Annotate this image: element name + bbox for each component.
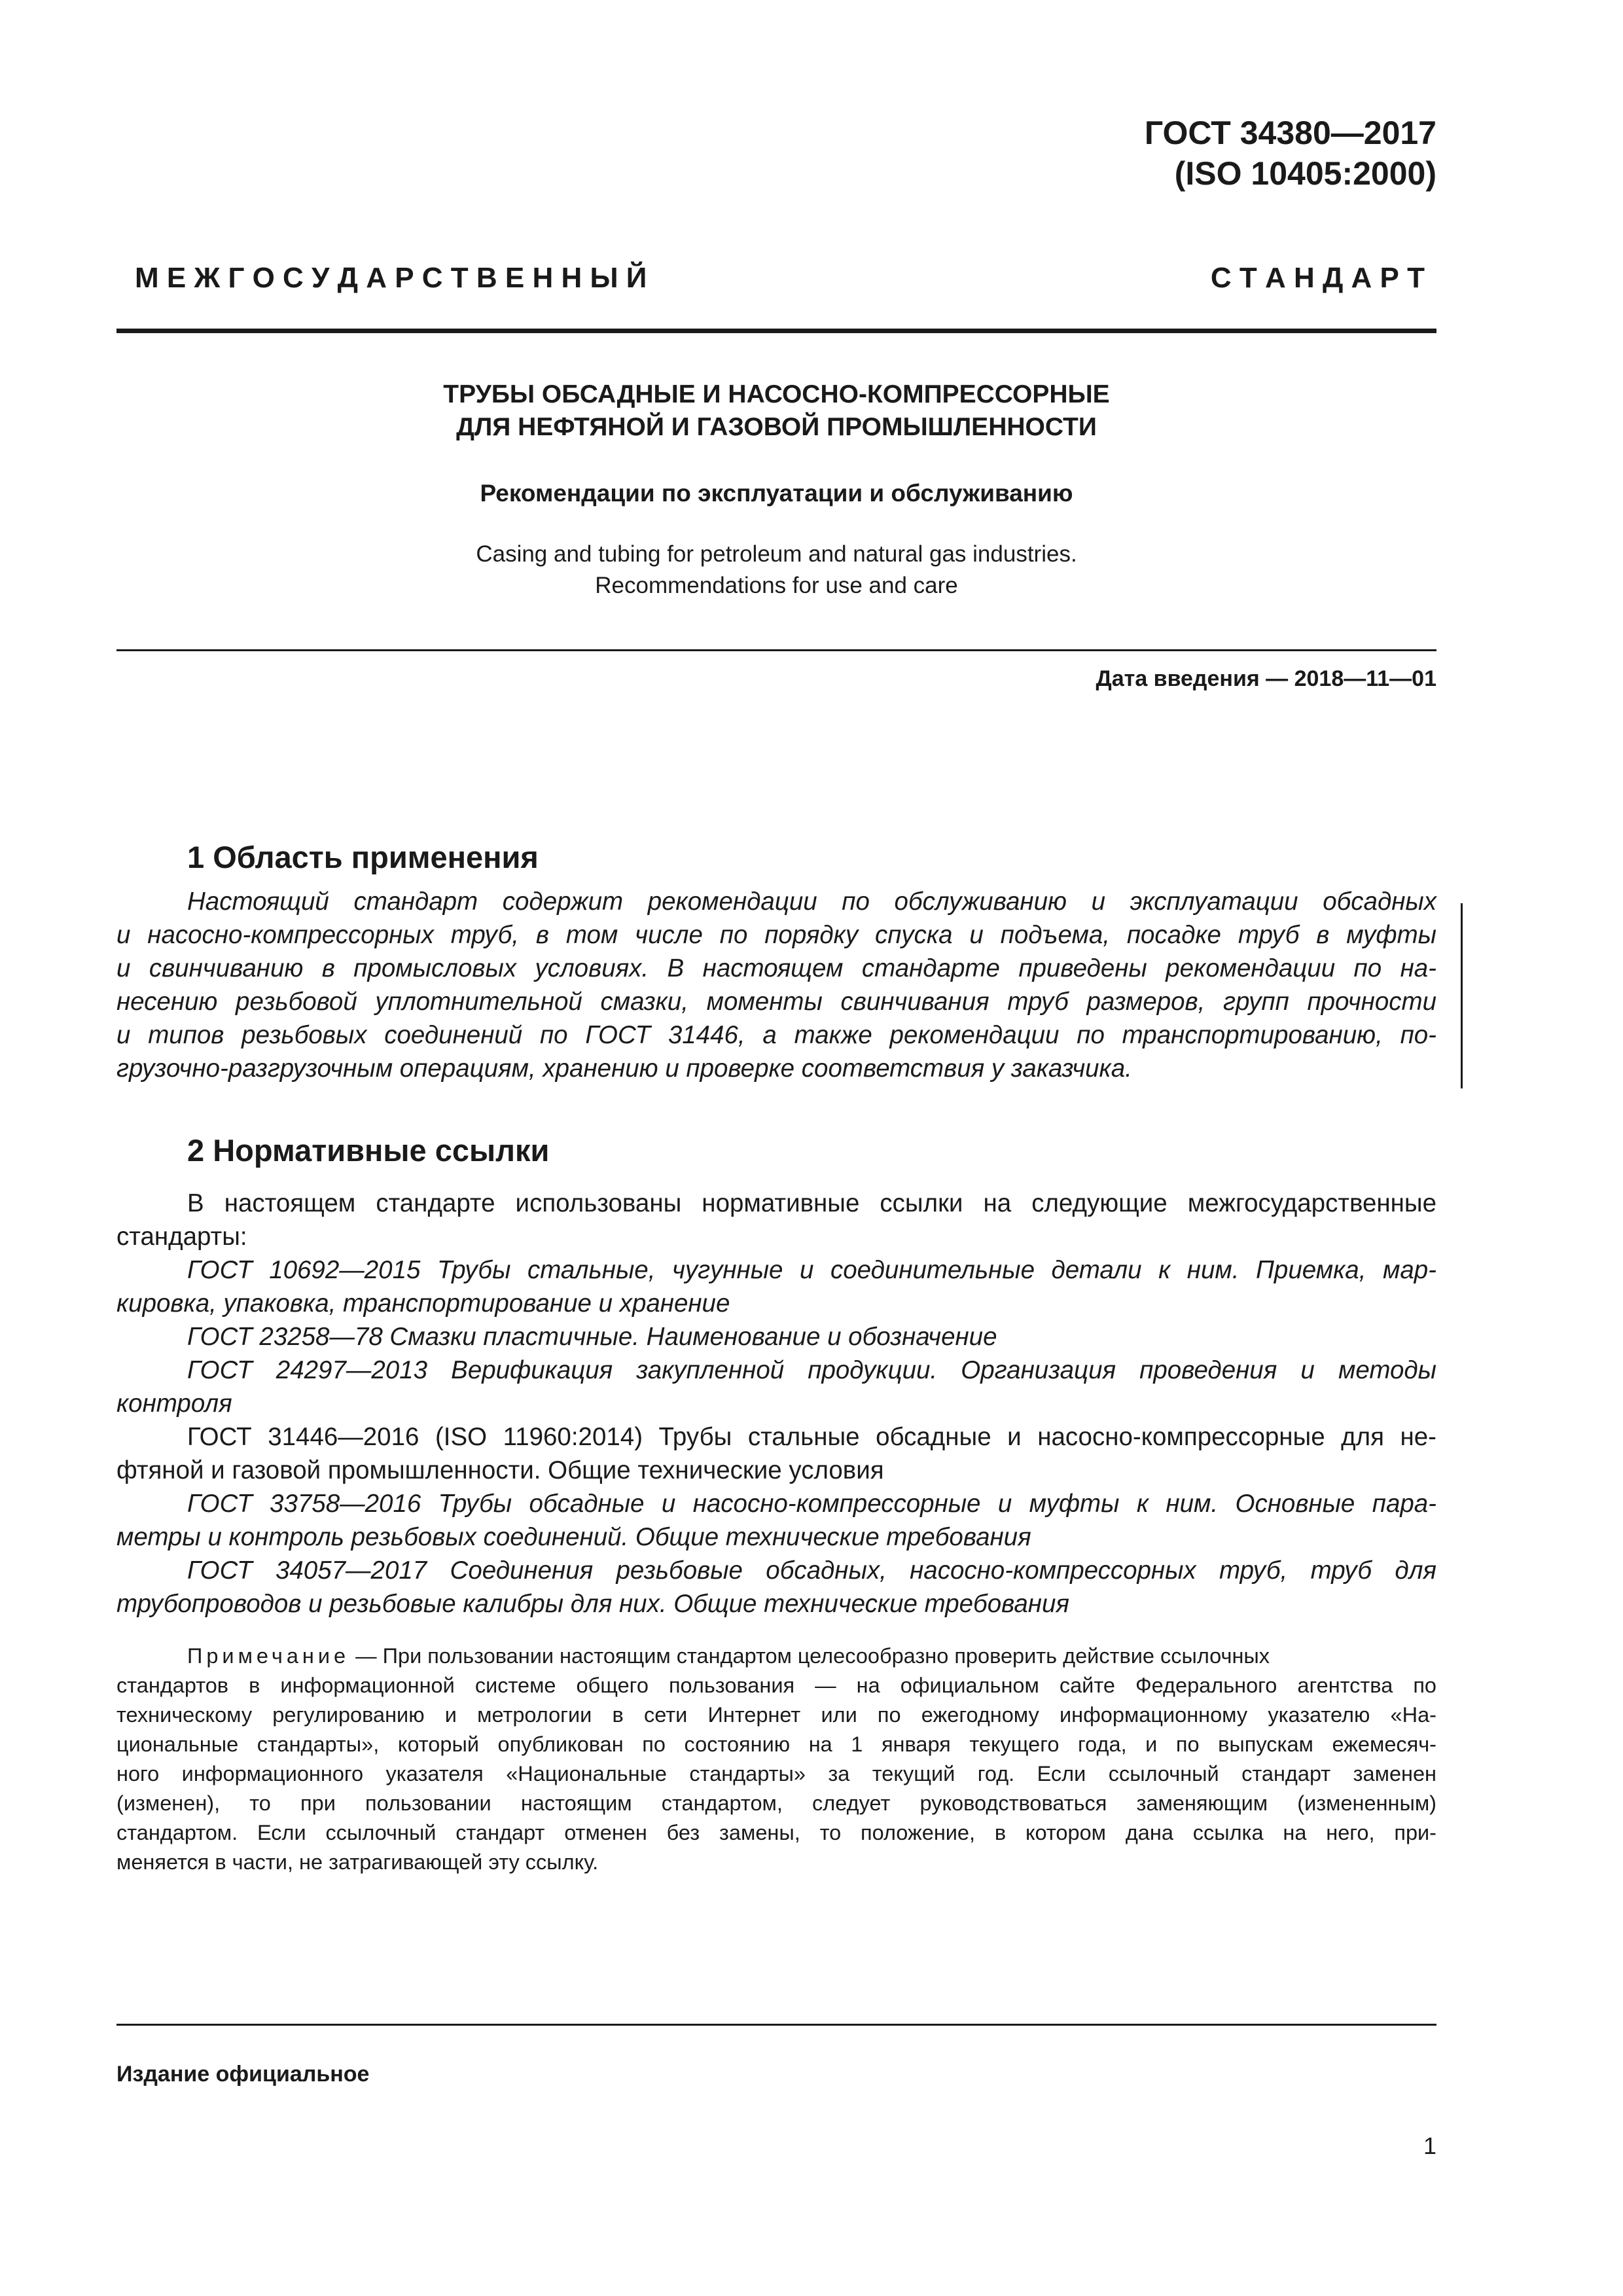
english-title-line-1: Casing and tubing for petroleum and natural gas industries. bbox=[476, 541, 1077, 567]
note-line: (изменен), то при пользовании настоящим стандартом, следует руководствоваться заменяющим (измененным) bbox=[116, 1791, 1436, 1815]
note-line: ного информационного указателя «Национальные стандарты» за текущий год. Если ссылочный стандарт заменен bbox=[116, 1762, 1436, 1785]
doc-number-gost: ГОСТ 34380—2017 bbox=[1144, 115, 1436, 151]
footer-rule bbox=[116, 2024, 1436, 2026]
document-subtitle: Рекомендации по эксплуатации и обслуживанию bbox=[480, 480, 1073, 507]
title-line-1: ТРУБЫ ОБСАДНЫЕ И НАСОСНО-КОМПРЕССОРНЫЕ bbox=[443, 380, 1110, 408]
note-first-line bbox=[116, 1641, 1436, 1671]
note-line: циональные стандарты», который опубликован по состоянию на 1 января текущего года, и по выпускам ежемесяч- bbox=[116, 1732, 1436, 1756]
doc-number-iso: (ISO 10405:2000) bbox=[1174, 155, 1436, 192]
reference-gost-34057: ГОСТ 34057—2017 Соединения резьбовые обсадных, насосно-компрессорных труб, труб для bbox=[187, 1556, 1436, 1585]
body-line: и типов резьбовых соединений по ГОСТ 31446, а также рекомендации по транспортированию, по- bbox=[116, 1021, 1436, 1049]
reference-gost-24297-cont: контроля bbox=[116, 1390, 232, 1418]
standard-type-right: С Т А Н Д А Р Т bbox=[1210, 262, 1425, 294]
reference-gost-24297: ГОСТ 24297—2013 Верификация закупленной продукции. Организация проведения и методы bbox=[187, 1356, 1436, 1384]
reference-gost-31446-cont: фтяной и газовой промышленности. Общие технические условия bbox=[116, 1456, 884, 1484]
title-rule bbox=[116, 649, 1436, 651]
english-title bbox=[116, 539, 1436, 601]
section-2-heading: 2 Нормативные ссылки bbox=[187, 1133, 550, 1168]
reference-gost-34057-cont: трубопроводов и резьбовые калибры для них. Общие технические требования bbox=[116, 1590, 1069, 1618]
body-line: и свинчиванию в промысловых условиях. В настоящем стандарте приведены рекомендации по на- bbox=[116, 954, 1436, 982]
reference-gost-33758-cont: метры и контроль резьбовых соединений. Общие технические требования bbox=[116, 1523, 1031, 1551]
introduction-date: Дата введения — 2018—11—01 bbox=[1096, 666, 1436, 691]
section-1-heading: 1 Область применения bbox=[187, 840, 539, 874]
reference-gost-31446: ГОСТ 31446—2016 (ISO 11960:2014) Трубы стальные обсадные и насосно-компрессорные для не- bbox=[187, 1423, 1436, 1451]
reference-gost-33758: ГОСТ 33758—2016 Трубы обсадные и насосно-компрессорные и муфты к ним. Основные пара- bbox=[187, 1490, 1436, 1518]
intro-line: стандарты: bbox=[116, 1223, 247, 1251]
reference-gost-23258: ГОСТ 23258—78 Смазки пластичные. Наименование и обозначение bbox=[187, 1323, 997, 1351]
reference-gost-10692: ГОСТ 10692—2015 Трубы стальные, чугунные и соединительные детали к ним. Приемка, мар- bbox=[187, 1256, 1436, 1284]
body-line: Настоящий стандарт содержит рекомендации по обслуживанию и эксплуатации обсадных bbox=[187, 888, 1436, 916]
body-line: и насосно-компрессорных труб, в том числе по порядку спуска и подъема, посадке труб в муфты bbox=[116, 921, 1436, 949]
note-block bbox=[116, 1641, 1436, 1877]
document-title bbox=[116, 378, 1436, 444]
change-bar bbox=[1461, 903, 1463, 1088]
english-title-line-2: Recommendations for use and care bbox=[595, 573, 958, 598]
body-line: несению резьбовой уплотнительной смазки, моменты свинчивания труб размеров, групп прочности bbox=[116, 988, 1436, 1016]
reference-gost-10692-cont: кировка, упаковка, транспортирование и хранение bbox=[116, 1289, 730, 1318]
section-2-body bbox=[116, 1187, 1436, 1621]
standard-type-left: М Е Ж Г О С У Д А Р С Т В Е Н Н Ы Й bbox=[135, 262, 647, 294]
page-number: 1 bbox=[1423, 2132, 1436, 2159]
document-number bbox=[978, 113, 1436, 194]
note-label: Примечание bbox=[187, 1644, 350, 1668]
section-1-body bbox=[116, 885, 1436, 1085]
body-line: грузочно-разгрузочным операциям, хранению и проверке соответствия у заказчика. bbox=[116, 1054, 1132, 1083]
note-first-line-text: — При пользовании настоящим стандартом целесообразно проверить действие ссылочных bbox=[349, 1644, 1270, 1668]
note-line: техническому регулированию и метрологии в сети Интернет или по ежегодному информационному указателю «На- bbox=[116, 1703, 1436, 1727]
intro-line: В настоящем стандарте использованы нормативные ссылки на следующие межгосударственные bbox=[187, 1189, 1436, 1217]
edition-label: Издание официальное bbox=[116, 2062, 370, 2087]
header-rule bbox=[116, 329, 1436, 333]
note-line: меняется в части, не затрагивающей эту ссылку. bbox=[116, 1850, 599, 1874]
note-line: стандартов в информационной системе общего пользования — на официальном сайте Федерального агентства по bbox=[116, 1674, 1436, 1697]
note-line: стандартом. Если ссылочный стандарт отменен без замены, то положение, в котором дана ссылка на него, при- bbox=[116, 1821, 1436, 1844]
title-line-2: ДЛЯ НЕФТЯНОЙ И ГАЗОВОЙ ПРОМЫШЛЕННОСТИ bbox=[456, 413, 1097, 441]
